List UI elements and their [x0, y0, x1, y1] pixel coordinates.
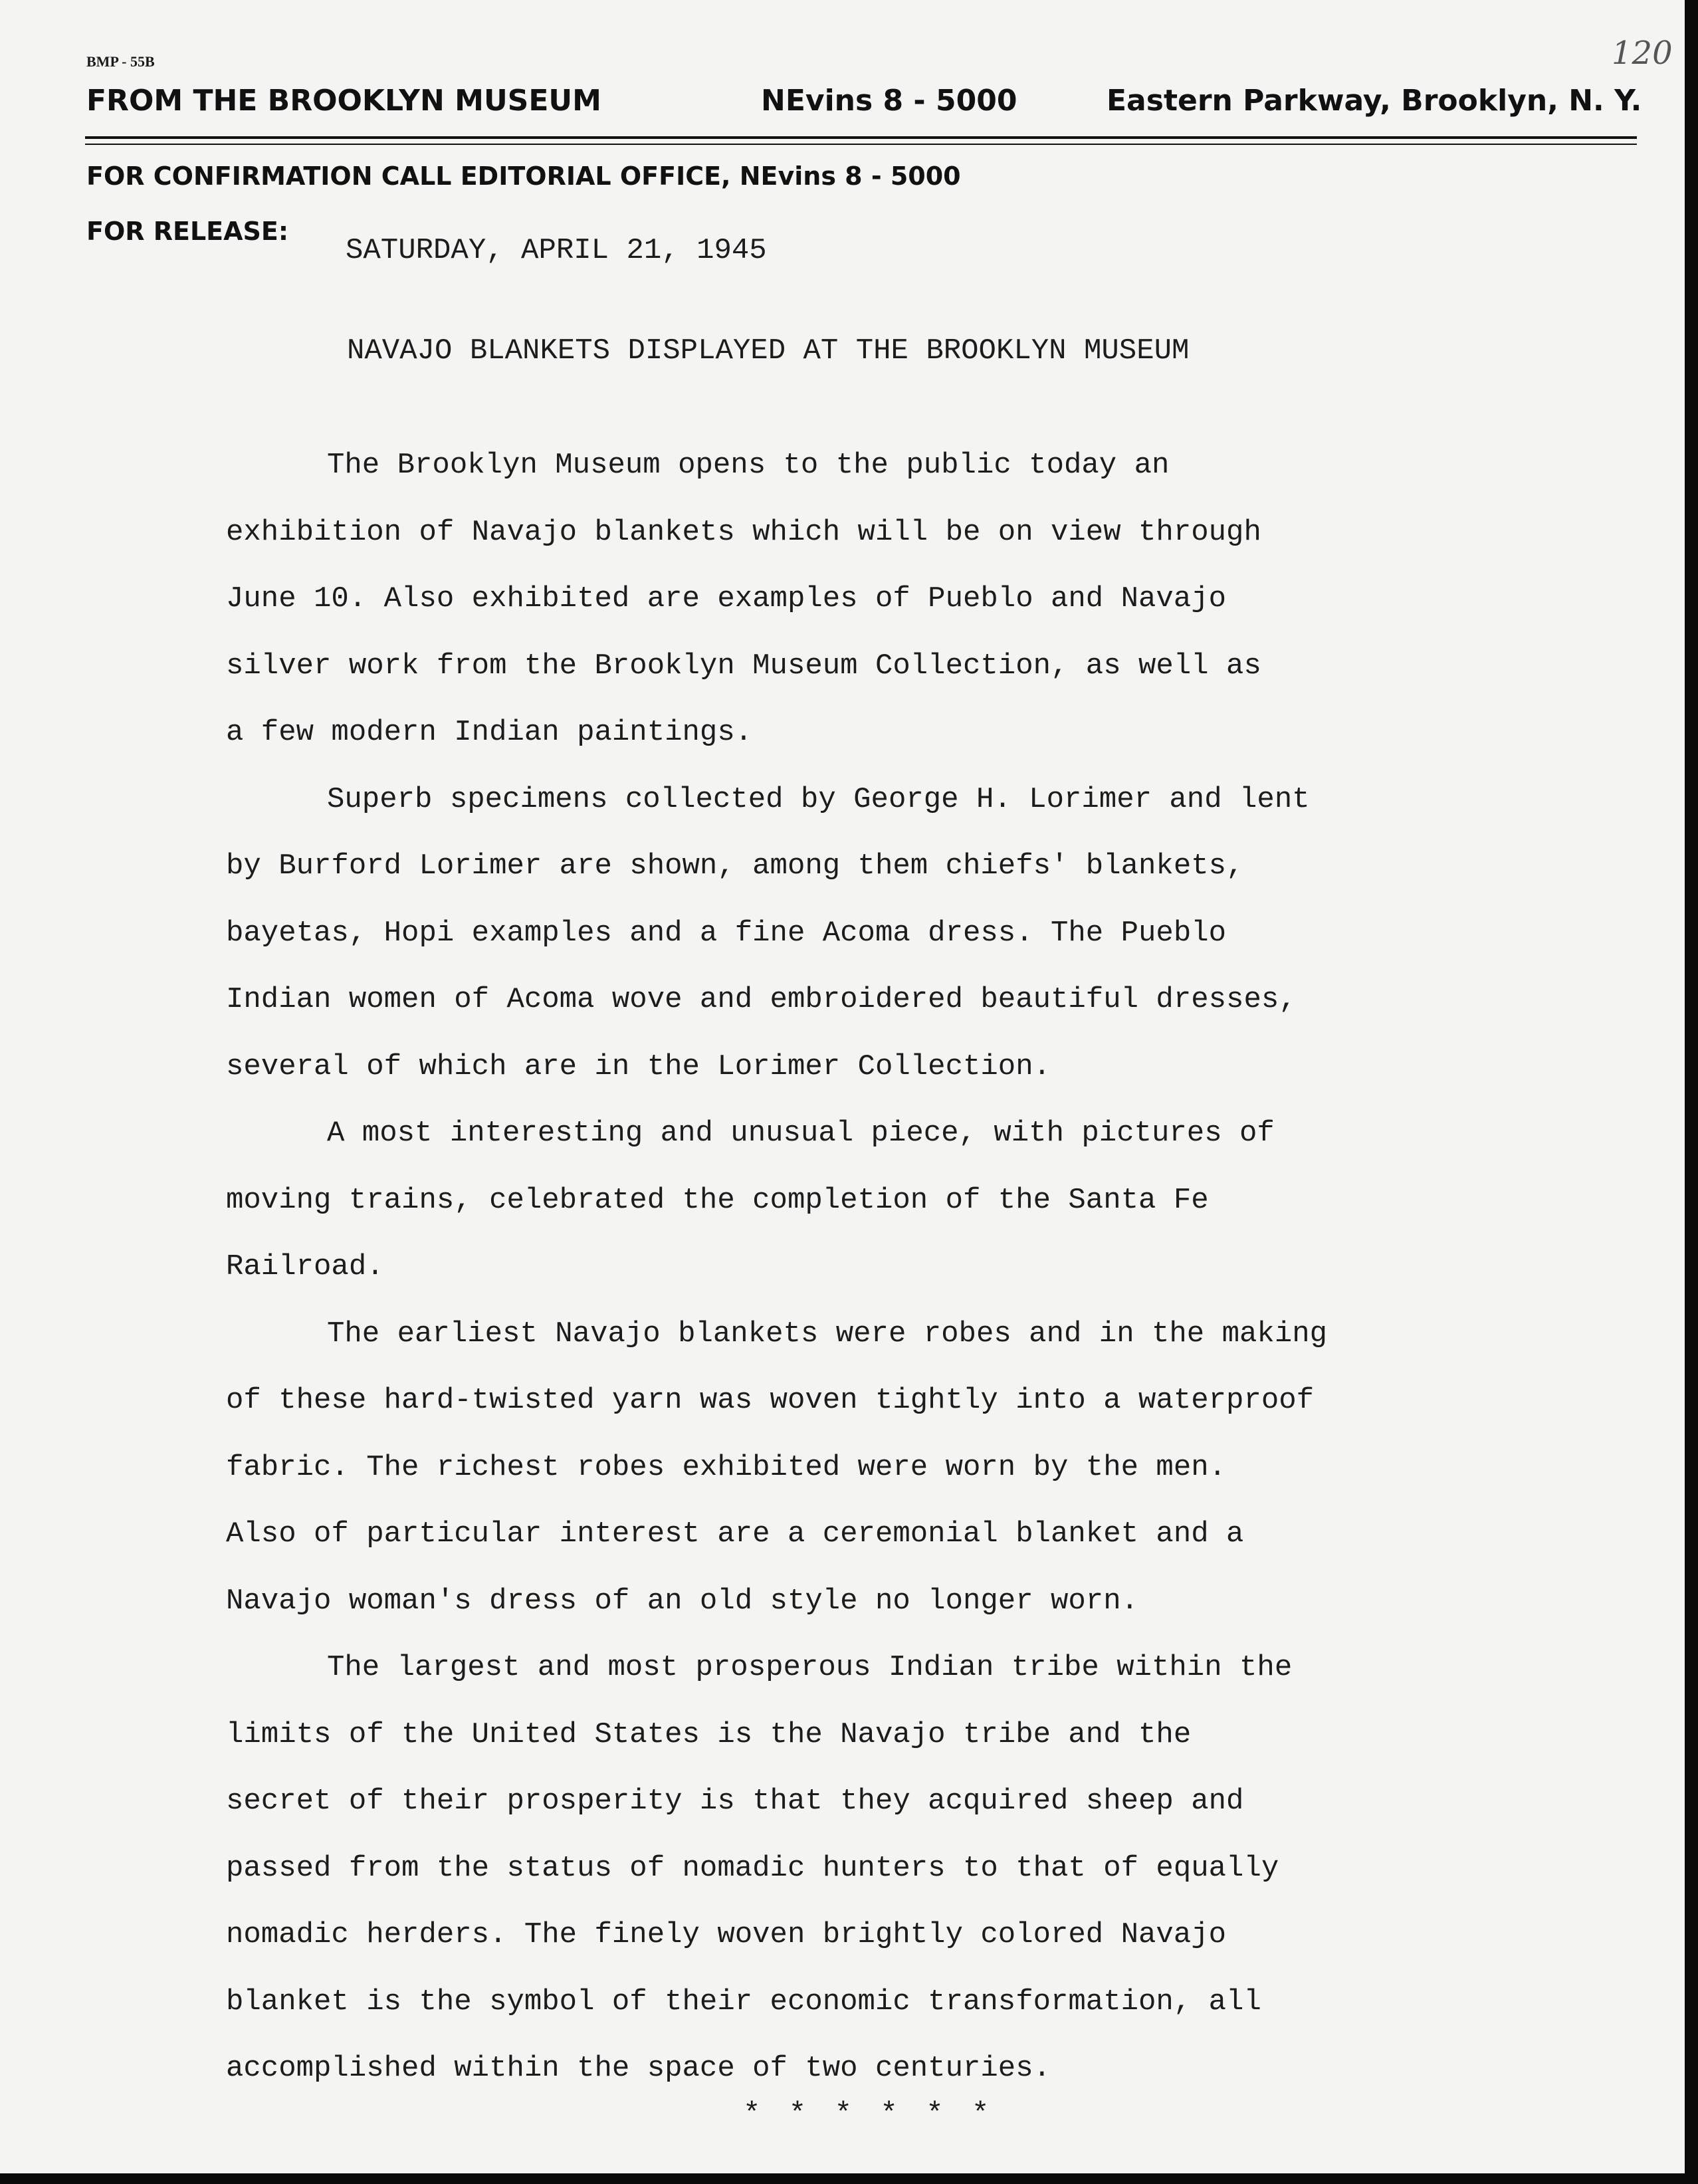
body-line: moving trains, celebrated the completion of the Santa Fe [226, 1183, 1209, 1217]
header-rule-thin [85, 144, 1637, 145]
body-line: Also of particular interest are a ceremonial blanket and a [226, 1517, 1244, 1551]
handwritten-page-number: 120 [1612, 35, 1673, 72]
body-line: A most interesting and unusual piece, with pictures of [327, 1117, 1275, 1150]
confirmation-line: FOR CONFIRMATION CALL EDITORIAL OFFICE, NEvins 8 - 5000 [86, 162, 961, 191]
letterhead-phone: NEvins 8 - 5000 [761, 84, 1017, 118]
scan-border-right [1685, 0, 1698, 2184]
paragraph [226, 1100, 1489, 1301]
paragraph [226, 766, 1489, 1101]
press-release-body [226, 432, 1489, 2102]
scan-border-bottom [0, 2173, 1698, 2184]
body-line: nomadic herders. The finely woven brightly colored Navajo [226, 1918, 1227, 1951]
body-line: exhibition of Navajo blankets which will be on view through [226, 515, 1261, 549]
header-rule-thick [85, 136, 1637, 139]
body-line: Superb specimens collected by George H. Lorimer and lent [327, 782, 1310, 816]
paragraph [226, 432, 1489, 766]
body-line: several of which are in the Lorimer Collection. [226, 1049, 1051, 1083]
body-line: accomplished within the space of two centuries. [226, 2052, 1051, 2085]
body-line: of these hard-twisted yarn was woven tightly into a waterproof [226, 1384, 1315, 1417]
body-line: passed from the status of nomadic hunters to that of equally [226, 1851, 1279, 1885]
headline: NAVAJO BLANKETS DISPLAYED AT THE BROOKLYN MUSEUM [347, 334, 1190, 368]
end-mark: * * * * * * [743, 2098, 995, 2131]
body-line: blanket is the symbol of their economic transformation, all [226, 1985, 1261, 2019]
body-line: a few modern Indian paintings. [226, 716, 753, 749]
form-code: BMP - 55B [86, 53, 155, 70]
body-line: Navajo woman's dress of an old style no longer worn. [226, 1584, 1139, 1618]
body-line: limits of the United States is the Navajo tribe and the [226, 1717, 1192, 1751]
body-line: June 10. Also exhibited are examples of Pueblo and Navajo [226, 582, 1227, 615]
letterhead-address: Eastern Parkway, Brooklyn, N. Y. [1107, 84, 1642, 118]
body-line: Railroad. [226, 1250, 384, 1283]
body-line: secret of their prosperity is that they acquired sheep and [226, 1785, 1244, 1818]
letterhead-org: FROM THE BROOKLYN MUSEUM [86, 84, 601, 118]
release-date: SATURDAY, APRIL 21, 1945 [346, 234, 767, 267]
body-line: fabric. The richest robes exhibited were worn by the men. [226, 1450, 1227, 1484]
release-label: FOR RELEASE: [86, 217, 289, 246]
paragraph [226, 1634, 1489, 2102]
body-line: The largest and most prosperous Indian tribe within the [327, 1651, 1293, 1684]
body-line: Indian women of Acoma wove and embroidered beautiful dresses, [226, 983, 1297, 1016]
body-line: The Brooklyn Museum opens to the public today an [327, 449, 1170, 482]
body-line: by Burford Lorimer are shown, among them chiefs' blankets, [226, 849, 1244, 883]
body-line: The earliest Navajo blankets were robes and in the making [327, 1317, 1328, 1351]
paragraph [226, 1301, 1489, 1635]
body-line: silver work from the Brooklyn Museum Collection, as well as [226, 649, 1261, 683]
body-line: bayetas, Hopi examples and a fine Acoma dress. The Pueblo [226, 916, 1227, 950]
